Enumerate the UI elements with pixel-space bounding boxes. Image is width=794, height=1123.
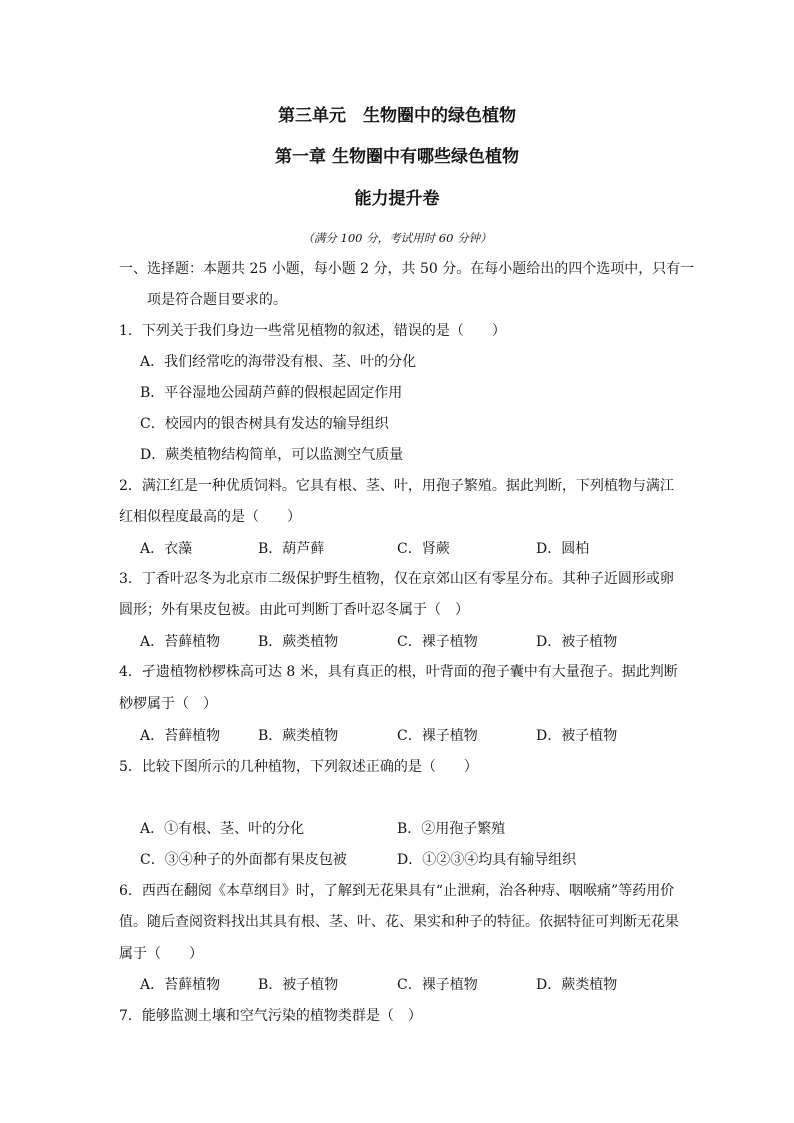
question-3-option-a: A．苔藓植物 [140,634,221,650]
paper-title: 能力提升卷 [354,189,440,209]
question-1-option-b: B．平谷湿地公园葫芦藓的假根起固定作用 [140,385,403,401]
chapter-title: 第一章 生物圈中有哪些绿色植物 [275,147,519,167]
question-4-option-c: C．裸子植物 [397,728,478,744]
question-2-option-d: D．圆柏 [536,541,590,557]
exam-info: （满分 100 分，考试用时 60 分钟） [302,231,492,245]
section-heading-line2: 项是符合题目要求的。 [147,292,287,308]
question-5-option-c: C．③④种子的外面都有果皮包被 [140,852,347,868]
question-4-option-a: A．苔藓植物 [140,728,221,744]
question-6-stem-line3: 属于（ ） [119,946,203,962]
question-6-stem-line1: 6．西西在翻阅《本草纲目》时，了解到无花果具有“止泄痢，治各种痔、咽喉痛”等药用价 [119,883,675,899]
question-2-option-b: B．葫芦藓 [258,541,325,557]
question-5-option-d: D．①②③④均具有输导组织 [397,852,577,868]
question-1-option-a: A．我们经常吃的海带没有根、茎、叶的分化 [140,354,417,370]
question-6-option-b: B．被子植物 [258,977,339,993]
question-1-option-c: C．校园内的银杏树具有发达的输导组织 [140,416,389,432]
unit-title: 第三单元 生物圈中的绿色植物 [278,106,516,126]
question-5-option-b: B．②用孢子繁殖 [397,821,506,837]
question-2-option-c: C．肾蕨 [397,541,450,557]
question-4-option-d: D．被子植物 [536,728,618,744]
question-4-stem-line2: 桫椤属于（ ） [119,696,217,712]
question-5-option-a: A．①有根、茎、叶的分化 [140,821,305,837]
question-6-option-d: D．蕨类植物 [536,977,618,993]
question-7-stem: 7．能够监测土壤和空气污染的植物类群是（ ） [119,1008,422,1024]
question-3-option-b: B．蕨类植物 [258,634,339,650]
question-6-option-c: C．裸子植物 [397,977,478,993]
question-3-stem-line2: 圆形；外有果皮包被。由此可判断丁香叶忍冬属于（ ） [119,602,469,618]
question-6-option-a: A．苔藓植物 [140,977,221,993]
question-5-stem: 5．比较下图所示的几种植物，下列叙述正确的是（ ） [119,759,478,775]
question-1-stem: 1．下列关于我们身边一些常见植物的叙述，错误的是（ ） [119,323,506,339]
question-4-stem-line1: 4．孑遗植物桫椤株高可达 8 米，具有真正的根，叶背面的孢子囊中有大量孢子。据此判断 [119,664,678,680]
question-1-option-d: D．蕨类植物结构简单，可以监测空气质量 [140,447,404,463]
section-heading-line1: 一、选择题：本题共 25 小题，每小题 2 分，共 50 分。在每小题给出的四个选项中，只有一 [119,261,695,277]
question-4-option-b: B．蕨类植物 [258,728,339,744]
question-6-stem-line2: 值。随后查阅资料找出其具有根、茎、叶、花、果实和种子的特征。依据特征可判断无花果 [119,914,679,930]
question-3-option-c: C．裸子植物 [397,634,478,650]
question-2-option-a: A．衣藻 [140,541,193,557]
question-3-stem-line1: 3．丁香叶忍冬为北京市二级保护野生植物，仅在京郊山区有零星分布。其种子近圆形或卵 [119,571,674,587]
question-2-stem-line1: 2．满江红是一种优质饲料。它具有根、茎、叶，用孢子繁殖。据此判断，下列植物与满江 [119,478,674,494]
question-2-stem-line2: 红相似程度最高的是（ ） [119,509,301,525]
question-3-option-d: D．被子植物 [536,634,618,650]
